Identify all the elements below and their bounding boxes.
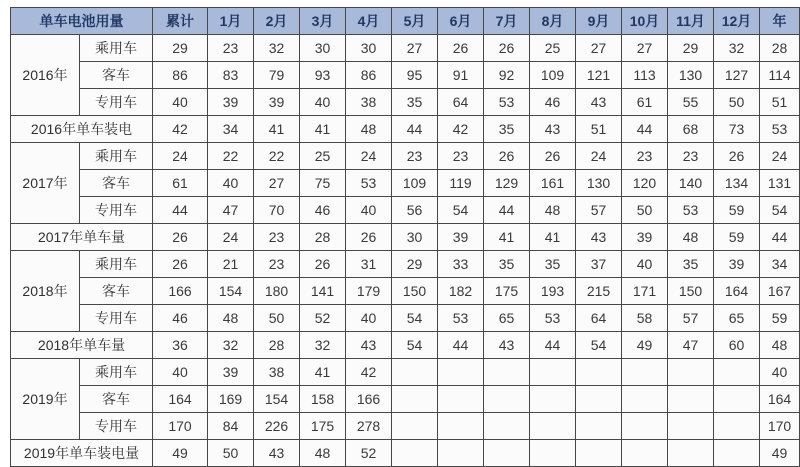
table-row [11,35,800,62]
column-header: 12月 [714,8,760,35]
vehicle-type-label: 专用车 [80,305,153,332]
value-cell [714,440,760,467]
value-cell: 150 [668,278,714,305]
column-header: 11月 [668,8,714,35]
value-cell: 35 [392,89,438,116]
value-cell: 43 [530,116,576,143]
vehicle-type-label: 乘用车 [80,35,153,62]
value-cell [530,386,576,413]
value-cell: 32 [254,35,300,62]
value-cell: 65 [484,305,530,332]
value-cell [668,386,714,413]
value-cell [622,413,668,440]
value-cell: 91 [438,62,484,89]
value-cell: 169 [208,386,254,413]
value-cell [714,413,760,440]
value-cell: 50 [622,197,668,224]
value-cell: 54 [392,332,438,359]
value-cell: 86 [153,62,208,89]
value-cell: 84 [208,413,254,440]
value-cell: 50 [254,305,300,332]
value-cell: 24 [153,143,208,170]
value-cell: 34 [760,251,800,278]
value-cell: 32 [714,35,760,62]
value-cell: 26 [714,143,760,170]
value-cell: 49 [153,440,208,467]
summary-label: 2019年单车装电量 [11,440,153,467]
value-cell: 161 [530,170,576,197]
table-row [11,359,800,386]
value-cell: 175 [300,413,346,440]
value-cell: 226 [254,413,300,440]
value-cell: 164 [760,386,800,413]
value-cell: 49 [760,440,800,467]
column-header: 累计 [153,8,208,35]
column-header: 4月 [346,8,392,35]
column-header: 2月 [254,8,300,35]
table-row [11,386,800,413]
value-cell: 44 [760,224,800,251]
value-cell: 164 [153,386,208,413]
value-cell: 57 [668,305,714,332]
column-header: 5月 [392,8,438,35]
value-cell: 154 [254,386,300,413]
value-cell: 29 [153,35,208,62]
value-cell [438,359,484,386]
table-row [11,170,800,197]
value-cell: 53 [668,197,714,224]
vehicle-type-label: 专用车 [80,89,153,116]
value-cell: 24 [208,224,254,251]
value-cell [484,386,530,413]
value-cell: 35 [530,251,576,278]
value-cell: 46 [530,89,576,116]
value-cell [668,359,714,386]
value-cell: 27 [622,35,668,62]
value-cell: 170 [153,413,208,440]
value-cell: 40 [208,170,254,197]
value-cell: 55 [668,89,714,116]
value-cell [392,440,438,467]
value-cell: 47 [668,332,714,359]
value-cell: 130 [576,170,622,197]
value-cell: 58 [622,305,668,332]
value-cell: 30 [392,224,438,251]
summary-row [11,116,800,143]
value-cell: 40 [153,89,208,116]
value-cell: 39 [622,224,668,251]
value-cell: 127 [714,62,760,89]
value-cell [392,359,438,386]
value-cell: 39 [438,224,484,251]
year-label: 2016年 [11,35,80,116]
value-cell: 68 [668,116,714,143]
value-cell: 46 [300,197,346,224]
column-header: 9月 [576,8,622,35]
value-cell: 23 [668,143,714,170]
vehicle-type-label: 专用车 [80,197,153,224]
value-cell: 150 [392,278,438,305]
value-cell: 180 [254,278,300,305]
value-cell: 43 [346,332,392,359]
table-header-row [11,8,800,35]
table-row [11,62,800,89]
value-cell: 114 [760,62,800,89]
value-cell: 23 [254,251,300,278]
value-cell: 36 [153,332,208,359]
table-row [11,251,800,278]
value-cell: 40 [300,89,346,116]
year-label: 2019年 [11,359,80,440]
value-cell: 109 [530,62,576,89]
value-cell: 48 [668,224,714,251]
value-cell: 29 [668,35,714,62]
value-cell [576,440,622,467]
value-cell: 43 [484,332,530,359]
vehicle-type-label: 客车 [80,62,153,89]
value-cell: 23 [254,224,300,251]
column-header: 10月 [622,8,668,35]
value-cell: 53 [484,89,530,116]
value-cell [484,413,530,440]
value-cell: 23 [622,143,668,170]
value-cell: 70 [254,197,300,224]
value-cell: 28 [760,35,800,62]
value-cell: 32 [300,332,346,359]
value-cell [530,359,576,386]
column-header: 1月 [208,8,254,35]
value-cell: 26 [438,35,484,62]
value-cell [668,413,714,440]
value-cell [622,386,668,413]
value-cell: 167 [760,278,800,305]
value-cell: 158 [300,386,346,413]
value-cell: 41 [300,359,346,386]
value-cell: 43 [576,89,622,116]
vehicle-type-label: 客车 [80,170,153,197]
value-cell: 175 [484,278,530,305]
column-header: 6月 [438,8,484,35]
value-cell: 27 [392,35,438,62]
value-cell: 193 [530,278,576,305]
value-cell: 119 [438,170,484,197]
value-cell: 50 [714,89,760,116]
table-row [11,143,800,170]
battery-usage-table [10,7,800,467]
value-cell: 215 [576,278,622,305]
value-cell: 40 [622,251,668,278]
value-cell: 26 [300,251,346,278]
value-cell: 38 [254,359,300,386]
value-cell: 26 [153,251,208,278]
value-cell: 79 [254,62,300,89]
value-cell: 44 [530,332,576,359]
value-cell: 86 [346,62,392,89]
value-cell: 130 [668,62,714,89]
value-cell [576,386,622,413]
value-cell: 56 [392,197,438,224]
value-cell: 44 [153,197,208,224]
value-cell: 42 [346,359,392,386]
vehicle-type-label: 乘用车 [80,251,153,278]
year-label: 2017年 [11,143,80,224]
value-cell: 41 [530,224,576,251]
value-cell: 39 [208,359,254,386]
value-cell: 54 [760,197,800,224]
value-cell: 52 [346,440,392,467]
value-cell: 42 [153,116,208,143]
vehicle-type-label: 乘用车 [80,359,153,386]
value-cell: 59 [714,224,760,251]
value-cell: 26 [346,224,392,251]
value-cell: 32 [208,332,254,359]
value-cell [576,413,622,440]
value-cell: 57 [576,197,622,224]
value-cell: 51 [576,116,622,143]
value-cell: 26 [484,35,530,62]
value-cell: 60 [714,332,760,359]
value-cell: 25 [530,35,576,62]
value-cell: 25 [300,143,346,170]
value-cell: 48 [530,197,576,224]
value-cell: 154 [208,278,254,305]
value-cell: 23 [438,143,484,170]
value-cell: 48 [346,116,392,143]
value-cell: 171 [622,278,668,305]
value-cell: 166 [153,278,208,305]
value-cell: 61 [153,170,208,197]
value-cell [714,359,760,386]
value-cell [484,359,530,386]
value-cell: 59 [714,197,760,224]
table-row [11,305,800,332]
value-cell: 141 [300,278,346,305]
value-cell: 61 [622,89,668,116]
value-cell: 73 [714,116,760,143]
value-cell: 48 [760,332,800,359]
value-cell [392,386,438,413]
value-cell: 75 [300,170,346,197]
value-cell: 27 [254,170,300,197]
value-cell: 278 [346,413,392,440]
value-cell: 83 [208,62,254,89]
value-cell: 46 [153,305,208,332]
column-header: 3月 [300,8,346,35]
value-cell: 65 [714,305,760,332]
value-cell: 52 [300,305,346,332]
value-cell: 39 [254,89,300,116]
value-cell: 34 [208,116,254,143]
value-cell: 39 [714,251,760,278]
value-cell: 40 [760,359,800,386]
value-cell: 40 [346,305,392,332]
value-cell: 26 [484,143,530,170]
value-cell: 26 [153,224,208,251]
vehicle-type-label: 客车 [80,386,153,413]
value-cell [714,386,760,413]
value-cell [668,440,714,467]
value-cell: 170 [760,413,800,440]
value-cell [530,440,576,467]
value-cell: 182 [438,278,484,305]
value-cell: 53 [346,170,392,197]
value-cell: 64 [576,305,622,332]
value-cell [392,413,438,440]
value-cell: 31 [346,251,392,278]
column-header: 8月 [530,8,576,35]
value-cell: 35 [668,251,714,278]
value-cell: 28 [254,332,300,359]
value-cell: 37 [576,251,622,278]
value-cell [530,413,576,440]
value-cell: 44 [622,116,668,143]
value-cell: 35 [484,251,530,278]
value-cell [622,359,668,386]
value-cell: 44 [438,332,484,359]
value-cell: 166 [346,386,392,413]
vehicle-type-label: 乘用车 [80,143,153,170]
value-cell: 120 [622,170,668,197]
value-cell: 21 [208,251,254,278]
value-cell: 28 [300,224,346,251]
value-cell: 27 [576,35,622,62]
value-cell: 23 [392,143,438,170]
value-cell: 48 [208,305,254,332]
summary-label: 2017年单车量 [11,224,153,251]
year-label: 2018年 [11,251,80,332]
value-cell: 53 [530,305,576,332]
value-cell: 134 [714,170,760,197]
value-cell: 179 [346,278,392,305]
value-cell: 23 [208,35,254,62]
value-cell: 26 [530,143,576,170]
value-cell: 41 [300,116,346,143]
value-cell [576,359,622,386]
value-cell [438,440,484,467]
value-cell: 43 [254,440,300,467]
value-cell: 39 [208,89,254,116]
value-cell: 40 [153,359,208,386]
value-cell: 93 [300,62,346,89]
summary-row [11,224,800,251]
value-cell: 95 [392,62,438,89]
value-cell [484,440,530,467]
table-row [11,413,800,440]
value-cell: 113 [622,62,668,89]
value-cell: 64 [438,89,484,116]
value-cell: 41 [254,116,300,143]
value-cell: 24 [346,143,392,170]
value-cell: 54 [392,305,438,332]
vehicle-type-label: 客车 [80,278,153,305]
value-cell: 51 [760,89,800,116]
value-cell: 40 [346,197,392,224]
value-cell: 121 [576,62,622,89]
value-cell: 92 [484,62,530,89]
value-cell: 109 [392,170,438,197]
value-cell: 44 [392,116,438,143]
value-cell: 22 [254,143,300,170]
table-row [11,197,800,224]
value-cell [622,440,668,467]
summary-row [11,440,800,467]
value-cell [438,413,484,440]
value-cell: 47 [208,197,254,224]
value-cell: 50 [208,440,254,467]
value-cell: 22 [208,143,254,170]
value-cell: 43 [576,224,622,251]
summary-label: 2016年单车装电 [11,116,153,143]
value-cell: 164 [714,278,760,305]
table-title: 单车电池用量 [11,8,153,35]
value-cell: 29 [392,251,438,278]
summary-row [11,332,800,359]
value-cell: 38 [346,89,392,116]
column-header: 年 [760,8,800,35]
vehicle-type-label: 专用车 [80,413,153,440]
column-header: 7月 [484,8,530,35]
value-cell: 24 [576,143,622,170]
value-cell: 59 [760,305,800,332]
value-cell [438,386,484,413]
value-cell: 33 [438,251,484,278]
value-cell: 49 [622,332,668,359]
value-cell: 42 [438,116,484,143]
value-cell: 44 [484,197,530,224]
value-cell: 30 [300,35,346,62]
summary-label: 2018年单车量 [11,332,153,359]
value-cell: 54 [576,332,622,359]
table-row [11,89,800,116]
value-cell: 30 [346,35,392,62]
value-cell: 53 [760,116,800,143]
value-cell: 129 [484,170,530,197]
table-row [11,278,800,305]
value-cell: 53 [438,305,484,332]
value-cell: 140 [668,170,714,197]
table-body [11,35,800,467]
value-cell: 35 [484,116,530,143]
value-cell: 131 [760,170,800,197]
value-cell: 24 [760,143,800,170]
value-cell: 54 [438,197,484,224]
value-cell: 41 [484,224,530,251]
value-cell: 48 [300,440,346,467]
